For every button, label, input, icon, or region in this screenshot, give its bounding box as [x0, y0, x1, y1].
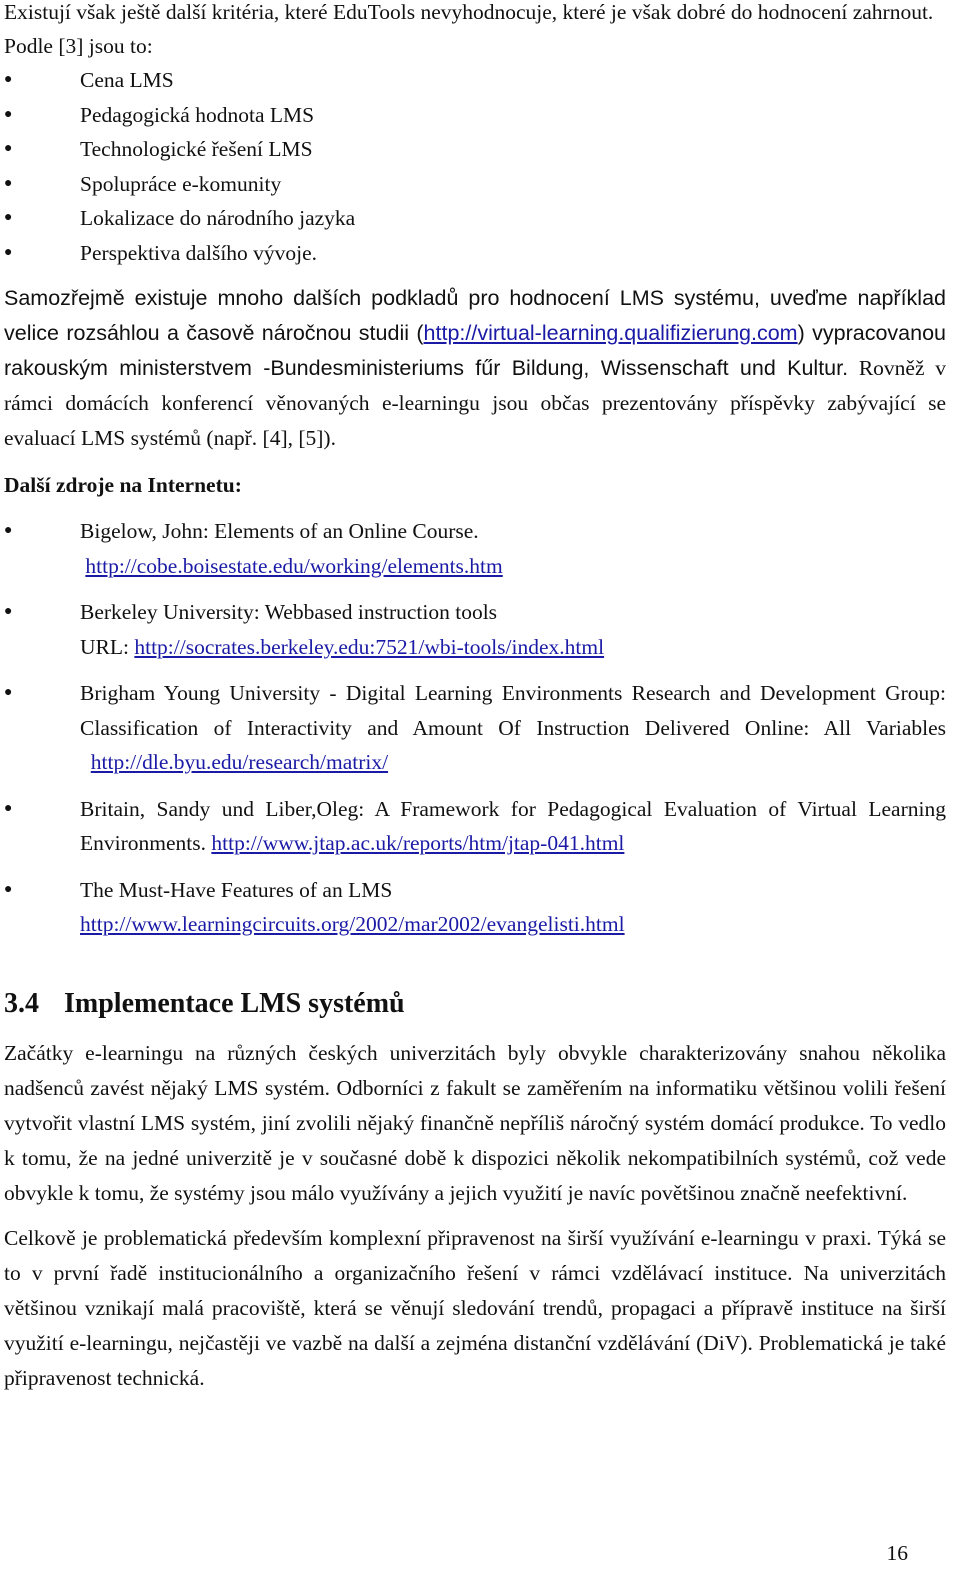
reference-link[interactable]: http://socrates.berkeley.edu:7521/wbi-tools/index.html — [134, 634, 605, 659]
criteria-list — [4, 63, 946, 270]
bullet-icon: ● — [4, 210, 13, 225]
reference-text: Britain, Sandy und Liber,Oleg: A Framework for Pedagogical Evaluation of Virtual Learning Environments. — [80, 796, 946, 855]
list-item — [4, 514, 946, 583]
bullet-icon: ● — [4, 141, 13, 156]
page-number: 16 — [886, 1541, 908, 1565]
list-item — [4, 873, 946, 942]
bullet-icon: ● — [4, 72, 13, 87]
section-paragraph-1: Začátky e-learningu na různých českých univerzitách byly obvykle charakterizovány snahou několika nadšenců zavést nějaký LMS systém. Odborníci z fakult se zaměřením na informatiku většinou volili řešení vytvořit vlastní LMS systém, jiní zvolili nějaký finančně nepříliš náročný systém domácí produkce. To vedlo k tomu, že na jedné univerzitě je v současné době k dispozici několik nekompatibilních systémů, což vede obvykle k tomu, že systémy jsou málo využívány a jejich využití je navíc povětšinou značně neefektivní. — [4, 1040, 946, 1205]
section-paragraph-2: Celkově je problematická především komplexní připravenost na širší využívání e-learningu v praxi. Týká se to v první řadě institucionálního a organizačního řešení v rámci vzdělávací instituce. Na univerzitách většinou vznikají malá pracoviště, která se věnují sledování trendů, propagaci a přípravě instituce na širší využití e-learningu, nejčastěji ve vazbě na další a zejména distanční vzdělávání (DiV). Problematická je také připravenost technická. — [4, 1225, 946, 1390]
section-title: Implementace LMS systémů — [64, 987, 405, 1019]
reference-link[interactable]: http://www.jtap.ac.uk/reports/htm/jtap-041.html — [211, 831, 625, 855]
bullet-icon: ● — [4, 881, 13, 897]
bullet-icon: ● — [4, 106, 13, 122]
sources-paragraph — [4, 281, 946, 456]
bullet-icon: ● — [4, 604, 13, 619]
document-page — [4, 0, 946, 1396]
list-item: ● Lokalizace do národního jazyka — [4, 201, 946, 236]
reference-text: Bigelow, John: Elements of an Online Course. — [80, 519, 479, 543]
sources-text-1: Samozřejmě existuje mnoho dalších podkladů pro hodnocení LMS systému, uveďme například velice rozsáhlou a časově náročnou studii ( — [4, 286, 946, 345]
bullet-icon: ● — [4, 800, 13, 816]
reference-prefix: URL: — [80, 634, 135, 659]
internet-heading: Další zdroje na Internetu: — [4, 473, 242, 497]
bullet-icon: ● — [4, 175, 13, 191]
intro-paragraph: Existují však ještě další kritéria, které EduTools nevyhodnocuje, které je však dobré do hodnocení zahrnout. Podle [3] jsou to: — [4, 0, 934, 58]
list-item: ● Cena LMS — [4, 63, 946, 98]
bullet-icon: ● — [4, 523, 13, 538]
sources-text-2: ) vypracovanou rakouským ministerstvem -Bundesministeriums fűr Bildung, Wissenschaft und Kultur. — [4, 321, 946, 380]
list-item: ● Perspektiva dalšího vývoje. — [4, 236, 946, 271]
virtual-learning-link[interactable]: http://virtual-learning.qualifizierung.com — [423, 321, 798, 345]
reference-link[interactable]: http://cobe.boisestate.edu/working/elements.htm — [85, 553, 503, 578]
reference-link[interactable]: http://www.learningcircuits.org/2002/mar2002/evangelisti.html — [80, 912, 625, 936]
list-item — [4, 792, 946, 861]
sources-text-3: Rovněž v rámci domácích konferencí věnovaných e-learningu jsou občas prezentovány příspěvky zabývající se evaluací LMS systémů (např. [4], [5]). — [4, 356, 946, 450]
bullet-icon: ● — [4, 685, 13, 700]
section-heading — [4, 984, 946, 1024]
list-item — [4, 676, 946, 780]
reference-text: Brigham Young University - Digital Learning Environments Research and Development Group: Classification of Interactivity and Amount Of Instruction Delivered Online: All Variables — [80, 681, 946, 740]
reference-text: The Must-Have Features of an LMS — [80, 877, 393, 902]
section-number: 3.4 — [4, 987, 39, 1019]
reference-list — [4, 514, 946, 942]
list-item: ● Pedagogická hodnota LMS — [4, 98, 946, 133]
bullet-icon: ● — [4, 244, 13, 260]
list-item: ● Technologické řešení LMS — [4, 132, 946, 167]
reference-prefix — [80, 750, 91, 774]
reference-text: Berkeley University: Webbased instruction tools — [80, 600, 498, 624]
list-item — [4, 595, 946, 664]
reference-link[interactable]: http://dle.byu.edu/research/matrix/ — [90, 750, 389, 774]
list-item: ● Spolupráce e-komunity — [4, 167, 946, 202]
